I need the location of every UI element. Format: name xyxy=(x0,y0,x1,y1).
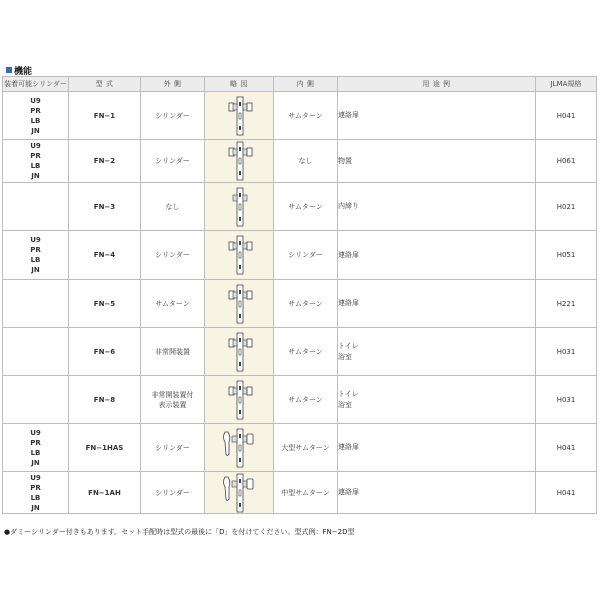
section-marker-icon xyxy=(6,67,12,73)
function-table xyxy=(2,76,597,514)
outside-line: なし xyxy=(165,202,180,211)
table-row xyxy=(3,231,597,280)
usage-line: 連絡扉 xyxy=(338,299,359,307)
usage-cell xyxy=(338,183,536,231)
inside-cell: 大型サムターン xyxy=(274,424,338,472)
usage-line: 連絡扉 xyxy=(338,488,359,496)
lock-diagram-icon xyxy=(217,235,261,275)
jlma-cell: H221 xyxy=(536,280,597,328)
lock-diagram-icon xyxy=(217,141,261,181)
jlma-cell: H061 xyxy=(536,140,597,183)
cylinder-cell xyxy=(3,183,69,231)
header-inside: 内 側 xyxy=(274,77,338,92)
cylinder-type: LB xyxy=(30,116,41,125)
usage-line: 連絡扉 xyxy=(338,111,359,119)
outside-cell xyxy=(141,376,205,424)
usage-line: 内締り xyxy=(338,202,359,210)
outside-line: 非常開装置付 xyxy=(151,390,194,399)
inside-cell: サムターン xyxy=(274,92,338,140)
cylinder-type: LB xyxy=(30,162,41,170)
outside-line: シリンダー xyxy=(155,157,190,165)
usage-line: 浴室 xyxy=(338,352,352,361)
cylinder-type: U9 xyxy=(30,473,41,482)
cylinder-type: JN xyxy=(31,458,40,467)
table-header-row xyxy=(3,77,597,92)
table-row xyxy=(3,280,597,328)
diagram-cell xyxy=(205,92,274,140)
header-outside: 外 側 xyxy=(141,77,205,92)
header-jlma: JLMA規格 xyxy=(536,77,597,92)
lock-diagram-icon xyxy=(217,473,261,513)
jlma-cell: H031 xyxy=(536,376,597,424)
model-cell: FN−8 xyxy=(69,376,141,424)
cylinder-cell xyxy=(3,140,69,183)
inside-cell: シリンダー xyxy=(274,231,338,280)
model-cell: FN−1HAS xyxy=(69,424,141,472)
lock-diagram-icon xyxy=(217,96,261,136)
table-row xyxy=(3,424,597,472)
inside-cell: サムターン xyxy=(274,328,338,376)
inside-cell: 中型サムターン xyxy=(274,472,338,514)
usage-line: 物置 xyxy=(338,156,352,165)
header-model: 型 式 xyxy=(69,77,141,92)
jlma-cell: H041 xyxy=(536,472,597,514)
lock-diagram-icon xyxy=(217,284,261,324)
header-cylinder: 装着可能シリンダー xyxy=(3,77,69,92)
cylinder-type: PR xyxy=(30,246,41,254)
outside-line: サムターン xyxy=(155,299,190,308)
table-row xyxy=(3,183,597,231)
table-row xyxy=(3,472,597,514)
cylinder-type: U9 xyxy=(30,428,41,437)
jlma-cell: H031 xyxy=(536,328,597,376)
cylinder-type: PR xyxy=(30,483,41,492)
diagram-cell xyxy=(205,376,274,424)
cylinder-type: PR xyxy=(30,438,41,447)
usage-cell xyxy=(338,472,536,514)
cylinder-cell xyxy=(3,424,69,472)
cylinder-type: JN xyxy=(31,503,40,512)
table-row xyxy=(3,376,597,424)
model-cell: FN−6 xyxy=(69,328,141,376)
cylinder-cell xyxy=(3,328,69,376)
outside-cell xyxy=(141,92,205,140)
outside-cell xyxy=(141,183,205,231)
inside-cell: サムターン xyxy=(274,376,338,424)
lock-diagram-icon xyxy=(217,187,261,227)
footnote: ●ダミーシリンダー付きもあります。セット手配時は型式の最後に「D」を付けてください。型式例：FN−2D型 xyxy=(4,528,355,536)
usage-cell xyxy=(338,376,536,424)
cylinder-type: U9 xyxy=(30,236,41,244)
model-cell: FN−3 xyxy=(69,183,141,231)
cylinder-type: JN xyxy=(31,172,40,180)
jlma-cell: H041 xyxy=(536,424,597,472)
outside-line: 表示装置 xyxy=(158,400,187,409)
diagram-cell xyxy=(205,183,274,231)
header-usage: 用 途 例 xyxy=(338,77,536,92)
outside-cell xyxy=(141,424,205,472)
usage-line: トイレ xyxy=(338,341,359,350)
usage-line: トイレ xyxy=(338,389,359,398)
jlma-cell: H041 xyxy=(536,92,597,140)
cylinder-type: U9 xyxy=(30,142,41,150)
cylinder-type: LB xyxy=(30,448,41,457)
cylinder-type: U9 xyxy=(30,96,41,105)
outside-line: シリンダー xyxy=(155,251,190,259)
cylinder-type: LB xyxy=(30,493,41,502)
cylinder-type: JN xyxy=(31,126,40,135)
outside-line: 非常開装置 xyxy=(155,347,190,356)
model-cell: FN−1 xyxy=(69,92,141,140)
outside-line: シリンダー xyxy=(155,111,190,120)
header-diagram: 略 図 xyxy=(205,77,274,92)
outside-cell xyxy=(141,280,205,328)
cylinder-cell xyxy=(3,472,69,514)
lock-diagram-icon xyxy=(217,380,261,420)
diagram-cell xyxy=(205,140,274,183)
cylinder-cell xyxy=(3,92,69,140)
cylinder-type: JN xyxy=(31,266,40,274)
outside-line: シリンダー xyxy=(155,488,190,497)
jlma-cell: H021 xyxy=(536,183,597,231)
inside-cell: サムターン xyxy=(274,183,338,231)
cylinder-cell xyxy=(3,231,69,280)
usage-cell xyxy=(338,328,536,376)
outside-line: シリンダー xyxy=(155,443,190,452)
cylinder-type: PR xyxy=(30,152,41,160)
model-cell: FN−1AH xyxy=(69,472,141,514)
diagram-cell xyxy=(205,472,274,514)
model-cell: FN−4 xyxy=(69,231,141,280)
outside-cell xyxy=(141,140,205,183)
outside-cell xyxy=(141,231,205,280)
section-title: 機能 xyxy=(14,66,33,77)
diagram-cell xyxy=(205,280,274,328)
cylinder-cell xyxy=(3,376,69,424)
usage-line: 連絡扉 xyxy=(338,250,359,259)
table-row xyxy=(3,328,597,376)
cylinder-type: LB xyxy=(30,256,41,264)
lock-diagram-icon xyxy=(217,332,261,372)
diagram-cell xyxy=(205,231,274,280)
cylinder-cell xyxy=(3,280,69,328)
inside-cell: サムターン xyxy=(274,280,338,328)
usage-cell xyxy=(338,140,536,183)
table-row xyxy=(3,92,597,140)
diagram-cell xyxy=(205,424,274,472)
lock-diagram-icon xyxy=(217,428,261,468)
model-cell: FN−2 xyxy=(69,140,141,183)
inside-cell: なし xyxy=(274,140,338,183)
usage-line: 連絡扉 xyxy=(338,443,359,451)
diagram-cell xyxy=(205,328,274,376)
jlma-cell: H051 xyxy=(536,231,597,280)
cylinder-type: PR xyxy=(30,106,41,115)
usage-cell xyxy=(338,424,536,472)
usage-cell xyxy=(338,280,536,328)
usage-cell xyxy=(338,231,536,280)
usage-cell xyxy=(338,92,536,140)
outside-cell xyxy=(141,328,205,376)
usage-line: 浴室 xyxy=(338,400,352,409)
outside-cell xyxy=(141,472,205,514)
section-header xyxy=(6,64,32,76)
table-row xyxy=(3,140,597,183)
model-cell: FN−5 xyxy=(69,280,141,328)
